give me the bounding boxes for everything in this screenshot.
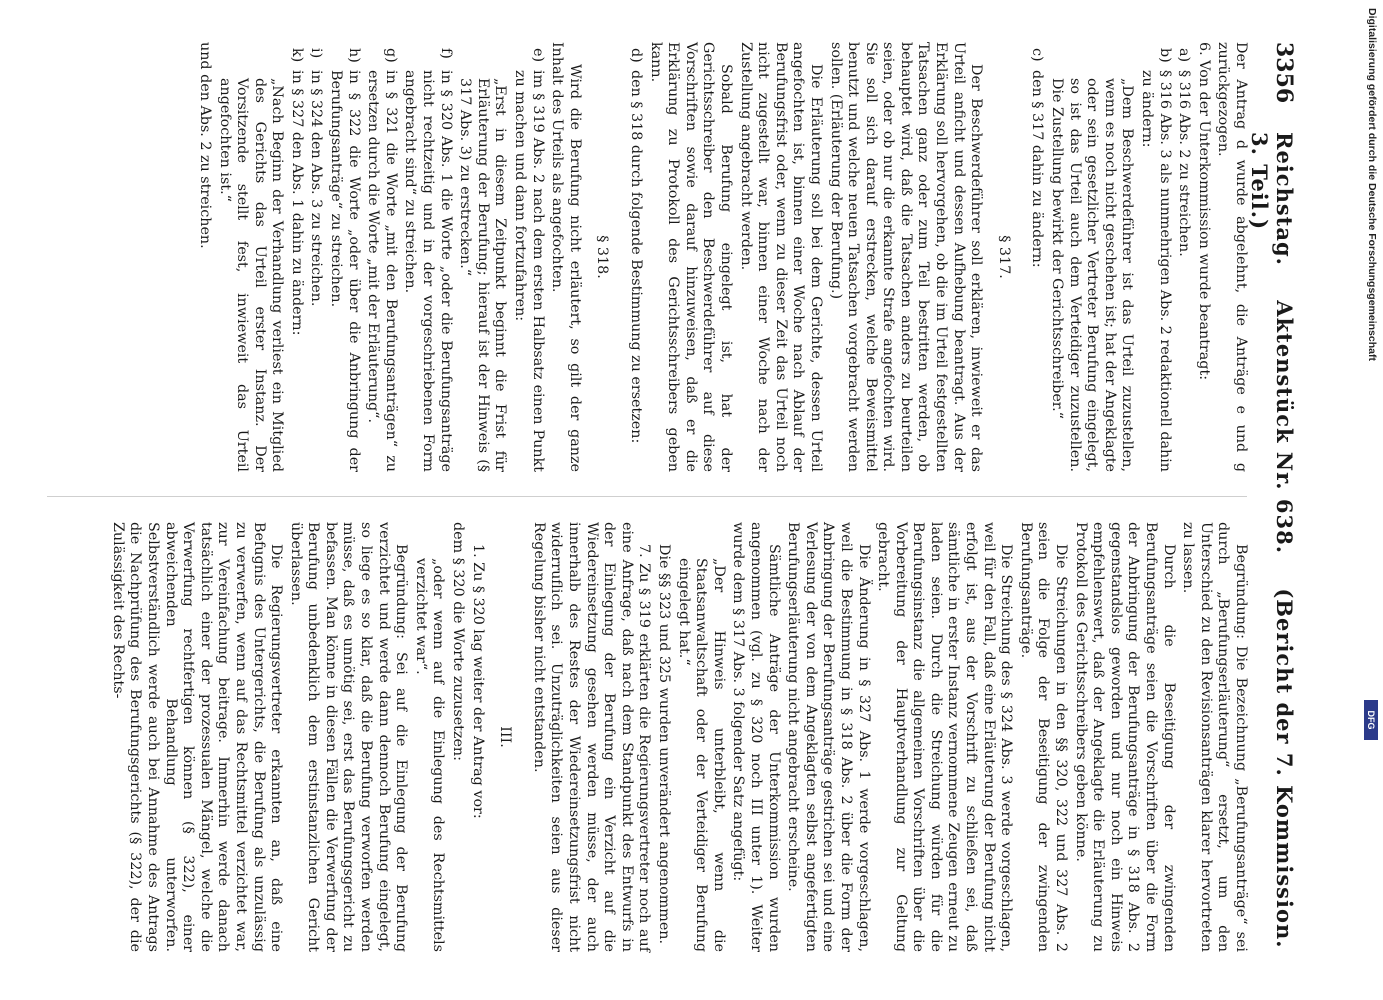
paragraph: Wird die Berufung nicht erläutert, so gilt der ganze Inhalt des Urteils als angefochten. (549, 42, 583, 472)
item-label: d) (628, 48, 644, 63)
running-head (1247, 42, 1297, 962)
item-text: den § 317 dahin zu ändern: (1029, 70, 1046, 268)
quoted-text: „oder wenn auf die Einlegung des Rechtsmittels verzichtet war“. (412, 558, 447, 952)
list-item (1137, 42, 1172, 472)
paragraph: Der Beschwerdeführer soll erklären, inwieweit er das Urteil anficht und dessen Aufhebung beantragt. Aus der Erklärung soll hervorgehen, ob die im Urteil festgestellten Tatsachen ganz oder zum Teil bestritten werden, ob behauptet wird, daß die Tatsachen anders zu beurteilen seien, oder ob nur die erkannte Strafe angefochten wird. Sie soll sich darauf erstrecken, welche Beweismittel benutzt und welche neuen Tatsachen vorgebracht werden sollen. (Erläuterung der Berufung.) (827, 42, 985, 472)
paragraph: Sämtliche Anträge der Unterkommission wurden angenommen (vgl. zu § 320 noch III unter 1). Weiter wurde dem § 317 Abs. 3 folgender Satz angefügt: (730, 522, 782, 952)
paragraph: Begründung: Sei auf die Einlegung der Berufung verzichtet und werde dann dennoch Berufung eingelegt, so liege es so klar, daß die Berufung verworfen werden müsse, daß es unnötig sei, erst das Berufungsgericht zu befassen. Man könne in diesen Fällen die Verwerfung der Berufung unbedenklich dem erstinstanzlichen Gericht überlassen. (287, 522, 410, 952)
item-text: § 316 Abs. 3 als nunmehrigen Abs. 2 redaktionell dahin zu ändern: (1139, 70, 1173, 472)
item-text: in § 324 den Abs. 3 zu streichen. (308, 70, 325, 307)
item-label: f) (437, 48, 454, 59)
item-text: den § 318 durch folgende Bestimmung zu ersetzen: (628, 70, 644, 444)
item-label: c) (1029, 48, 1046, 62)
paragraph: Durch die Beseitigung der zwingenden Berufungsanträge seien die Vorschriften über die Form der Anbringung der Berufungsanträge in § 318 Abs. 2 gegenstandslos geworden und nur noch ein Hinweis empfehlenswert, daß der Angeklagte die Erläuterung zu Protokoll des Gerichtsschreibers geben könne. (1072, 522, 1177, 952)
item-label: g) (382, 48, 399, 63)
section-heading: III. (497, 726, 514, 748)
paragraph: 1. Zu § 320 lag weiter der Antrag vor: (469, 544, 486, 819)
list-item (401, 42, 454, 472)
item-label: i) (308, 48, 325, 59)
list-item (287, 42, 305, 472)
paragraph: Die Erläuterung soll bei dem Gerichte, dessen Urteil angefochten ist, binnen einer Woche nach Ablauf der Berufungsfrist oder, wenn zu dieser Zeit das Urteil noch nicht zugestellt war, binnen einer Woche nach der Zustellung angebracht werden. (737, 42, 824, 472)
paragraph: Der Antrag d wurde abgelehnt, die Anträge e und g zurückgezogen. (1215, 42, 1249, 472)
quoted-text: „Dem Beschwerdeführer ist das Urteil zuzustellen, wenn es noch nicht geschehen ist; hat der Angeklagte oder sein gesetzlicher Vertreter Berufung eingelegt, so ist das Urteil auch dem Verteidiger zuzustellen. Die Zustellung bewirkt der Gerichtsschreiber.“ (1049, 78, 1136, 472)
paragraph: Die §§ 323 und 325 wurden unverändert angenommen. (656, 544, 672, 945)
list-item (364, 42, 399, 472)
quoted-text: „Erst in diesem Zeitpunkt beginnt die Frist für Erläuterung der Berufung; hierauf ist der Hinweis (§ 317 Abs. 3) zu erstrecken.“ (457, 78, 509, 472)
header-part: Reichstag. (1272, 132, 1297, 266)
dfg-logo: DFG (1364, 700, 1378, 740)
column-rule (47, 496, 1247, 497)
list-item (1028, 42, 1046, 472)
item-text: im § 319 Abs. 2 nach dem ersten Halbsatz einen Punkt zu machen und dann fortzufahren: (512, 70, 546, 472)
paragraph: Die Regierungsvertreter erkannten an, daß eine Befugnis des Untergerichts, die Berufung als unzulässig zu verwerfen, wenn auf das Rechtsmittel verzichtet war, zur Vereinfachung beitrage. Immerhin werde danach tatsächlich einer der prozessualen Mängel, welche die Verwerfung rechtfertigen können (§ 322), einer abweichenden Behandlung unterworfen. Selbstverständlich werde auch bei Annahme des Antrags die Nachprüfung des Berufungsgerichts (§ 322), der die Zulässigkeit des Rechts- (109, 522, 285, 952)
section-heading: § 318. (594, 235, 611, 279)
item-text: in § 321 die Worte „mit den Berufungsanträgen“ zu ersetzen durch die Worte „mit der Erläuterung“. (365, 70, 399, 472)
quoted-text: „Nach Beginn der Verhandlung verliest ein Mitglied des Gerichts das Urteil erster Instanz. Der Vorsitzende stellt fest, inwieweit das Urteil angefochten ist.“ (216, 78, 286, 472)
document-page (4, 2, 1319, 992)
item-label: e) (529, 48, 546, 63)
paragraph: 7. Zu § 319 erklärten die Regierungsvertreter noch auf eine Anfrage, daß nach dem Standpunkt des Entwurfs in der Einlegung der Berufung ein Verzicht auf die Wiedereinsetzung gesehen werden müsse, der auch innerhalb des Restes der Wiedereinsetzungsfrist nicht widerruflich sei. Unzuträglichkeiten seien aus dieser Regelung bisher nicht entstanden. (530, 522, 653, 952)
left-column (193, 42, 1249, 472)
item-text: in § 320 Abs. 1 die Worte „oder die Berufungsanträge nicht rechtzeitig und in der vorgeschriebenen Form angebracht sind“ zu streichen. (402, 70, 454, 472)
paragraph: Begründung: Die Bezeichnung „Berufungsanträge“ sei durch „Berufungserläuterung“ ersetzt, um den Unterschied zu den Revisionsanträgen klarer hervortreten zu lassen. (1180, 522, 1249, 952)
right-column (106, 522, 1249, 952)
paragraph: 6. Von der Unterkommission wurde beantragt: (1195, 42, 1212, 381)
list-item (307, 42, 325, 472)
running-title (1247, 132, 1297, 962)
section-heading: § 317. (995, 235, 1012, 279)
paragraph: Die Änderung in § 327 Abs. 1 werde vorgeschlagen, weil die Bestimmung in § 318 Abs. 2 über die Form der Anbringung der Berufungsanträge gestrichen sei und eine Verlesung der von dem Angeklagten selbst angefertigten Berufungserläuterung nicht angebracht erscheine. (785, 522, 872, 952)
paragraph: und den Abs. 2 zu streichen. (196, 42, 213, 249)
list-item (626, 42, 644, 472)
item-text: in § 322 die Worte „oder über die Anbringung der Berufungsanträge“ zu streichen. (328, 70, 362, 472)
paragraph: Die Streichung des § 324 Abs. 3 werde vorgeschlagen, weil für den Fall, daß eine Erläuterung der Berufung nicht erfolgt ist, aus der Vorschrift zu schließen sei, daß sämtliche in erster Instanz vernommene Zeugen erneut zu laden seien. Durch die Streichung würden für die Berufungsinstanz die allgemeinen Vorschriften über die Vorbereitung der Hauptverhandlung zur Geltung gebracht. (875, 522, 1015, 952)
paragraph: Die Streichungen in den §§ 320, 322 und 327 Abs. 2 seien die Folge der Beseitigung der zwingenden Berufungsanträge. (1017, 522, 1070, 952)
item-text: § 316 Abs. 2 zu streichen. (1176, 70, 1193, 257)
quoted-text: „Der Hinweis unterbleibt, wenn die Staatsanwaltschaft oder der Verteidiger Berufung eingelegt hat.“ (675, 558, 727, 952)
header-part: (Bericht der 7. Kommission. 3. Teil.) (1247, 132, 1297, 949)
item-label: b) (1156, 48, 1173, 63)
list-item (327, 42, 362, 472)
paragraph: dem § 320 die Worte zuzusetzen: (450, 522, 467, 761)
header-part: Aktenstück Nr. 638. (1272, 300, 1297, 555)
digitization-note: Digitalisierung gefördert durch die Deutsche Forschungsgemeinschaft (1366, 8, 1378, 361)
paragraph: Sobald Berufung eingelegt ist, hat der Gerichtsschreiber den Beschwerdeführer auf diese Vorschriften sowie darauf hinzuweisen, daß er die Erklärung zu Protokoll des Gerichtsschreibers geben kann. (647, 42, 734, 472)
page-number: 3356 (1271, 42, 1297, 104)
item-label: h) (345, 48, 362, 63)
item-text: in § 327 den Abs. 1 dahin zu ändern: (288, 70, 305, 336)
list-item (1175, 42, 1193, 472)
item-label: a) (1176, 48, 1193, 63)
item-label: k) (288, 48, 305, 63)
list-item (510, 42, 545, 472)
